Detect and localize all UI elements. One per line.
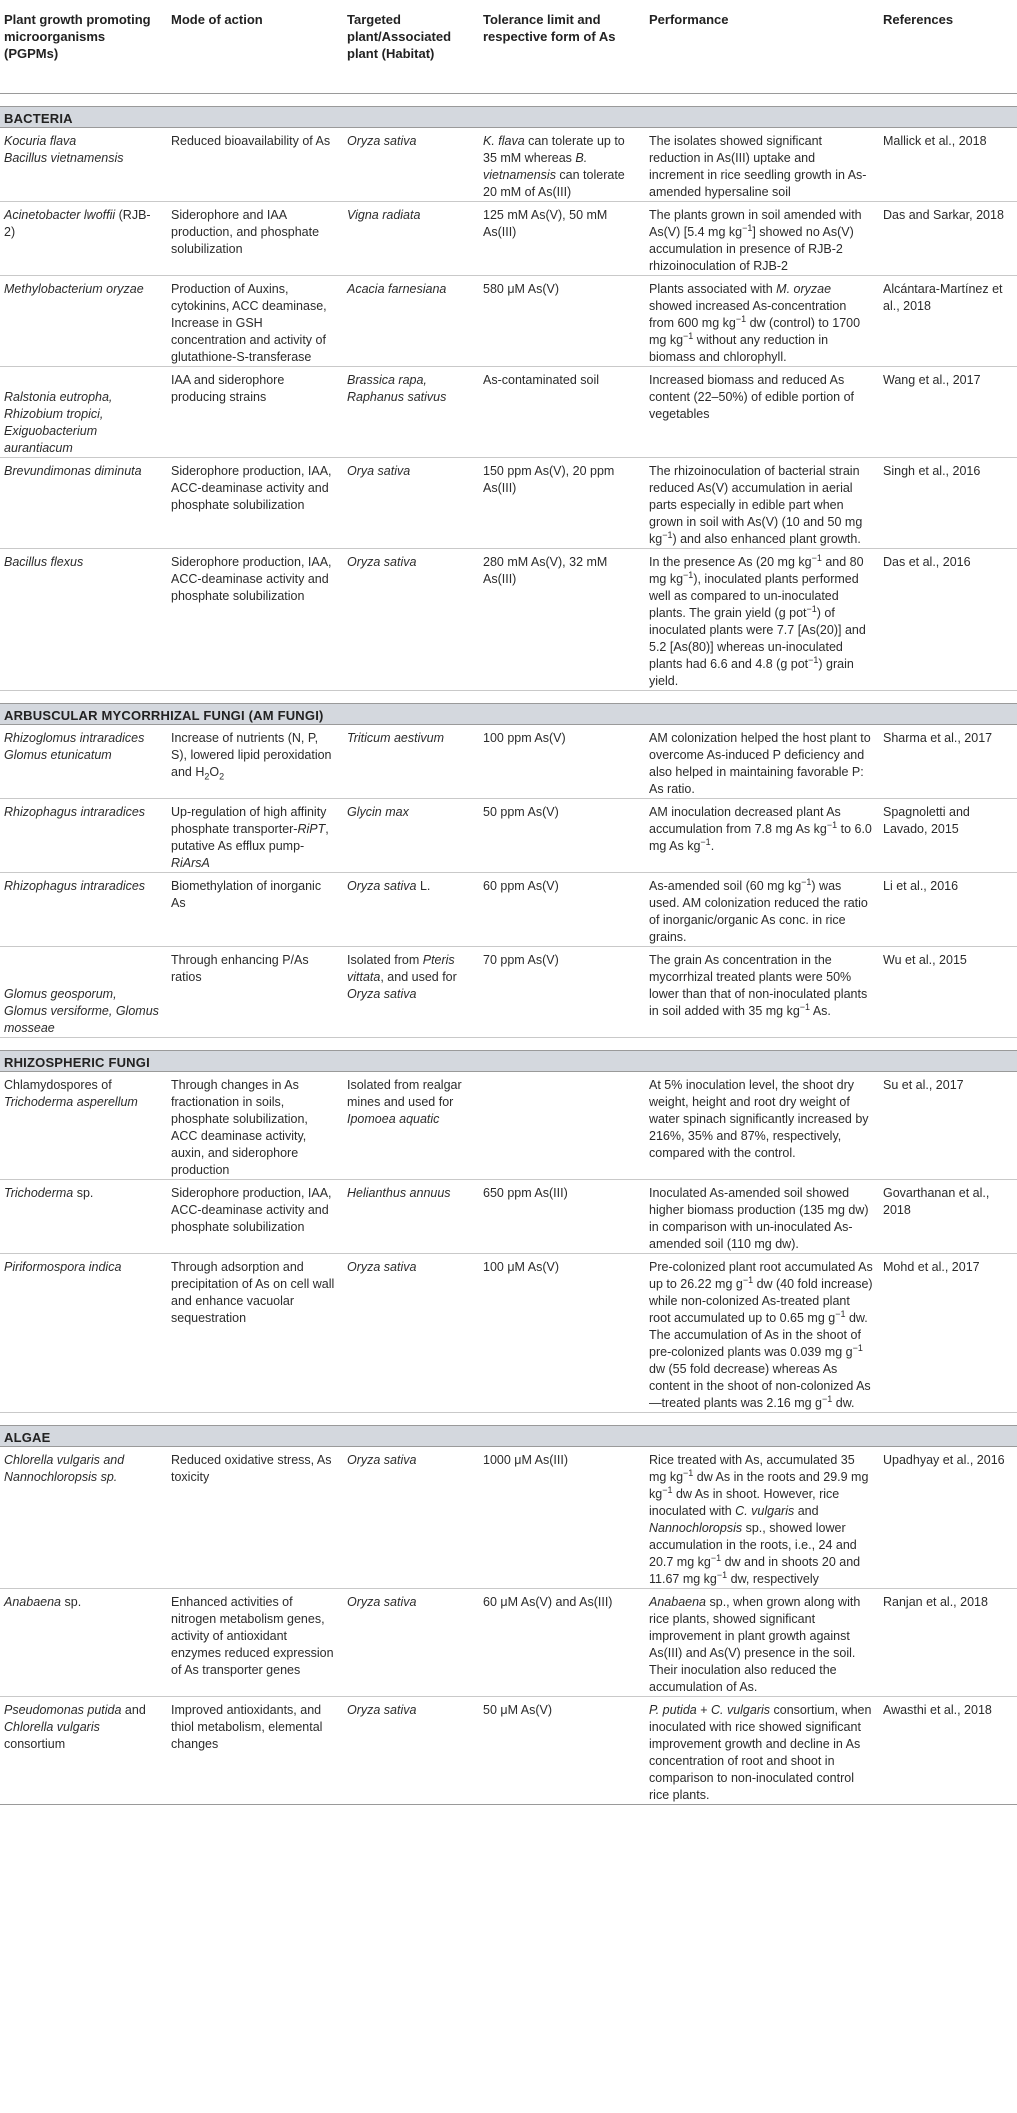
table-header — [0, 0, 1017, 93]
cell-plant: Brassica rapa, Raphanus sativus — [343, 366, 479, 457]
table-row — [0, 798, 1017, 872]
section-header — [0, 703, 1017, 724]
cell-performance: Plants associated with M. oryzae showed increased As-concentration from 600 mg $kg^{-1}$ dw (control) to 1700 mg $kg^{-1}$ without any reduction in biomass and chlorophyll. — [645, 275, 879, 366]
cell-performance: The grain As concentration in the mycorrhizal treated plants were 50% lower than that of non-inoculated plants in soil added with 35 mg $kg^{-1}$ As. — [645, 946, 879, 1037]
cell-performance: Inoculated As-amended soil showed higher biomass production (135 mg dw) in comparison with un-inoculated As-amended soil (110 mg dw). — [645, 1179, 879, 1253]
cell-pgpm: Trichoderma sp. — [0, 1179, 167, 1253]
cell-performance: Rice treated with As, accumulated 35 mg $kg^{-1}$ dw As in the roots and 29.9 mg $kg^{-1}$ dw As in shoot. However, rice inoculated with C. vulgaris and Nannochloropsis sp., showed lower accumulation in the roots, i.e., 24 and 20.7 mg $kg^{-1}$ dw and in shoots 20 and 11.67 mg $kg^{-1}$ dw, respectively — [645, 1446, 879, 1588]
cell-mode: Improved antioxidants, and thiol metabolism, elemental changes — [167, 1696, 343, 1804]
cell-pgpm: Glomus geosporum, Glomus versiforme, Glomus mosseae — [0, 946, 167, 1037]
cell-plant: Glycin max — [343, 798, 479, 872]
cell-references: Singh et al., 2016 — [879, 457, 1017, 548]
header-mode: Mode of action — [167, 0, 343, 93]
cell-tolerance: 50 ppm As(V) — [479, 798, 645, 872]
section-title: ALGAE — [0, 1425, 1017, 1446]
table-row — [0, 1179, 1017, 1253]
cell-mode: Up-regulation of high affinity phosphate transporter-RiPT, putative As efflux pump-RiArsA — [167, 798, 343, 872]
cell-mode: Reduced oxidative stress, As toxicity — [167, 1446, 343, 1588]
table-row — [0, 1446, 1017, 1588]
table-row — [0, 724, 1017, 798]
header-tolerance: Tolerance limit and respective form of As — [479, 0, 645, 93]
cell-pgpm: Methylobacterium oryzae — [0, 275, 167, 366]
cell-mode: Reduced bioavailability of As — [167, 127, 343, 201]
cell-references: Sharma et al., 2017 — [879, 724, 1017, 798]
table-row — [0, 1588, 1017, 1696]
cell-pgpm: Kocuria flava Bacillus vietnamensis — [0, 127, 167, 201]
cell-mode: Through adsorption and precipitation of As on cell wall and enhance vacuolar sequestration — [167, 1253, 343, 1412]
table-row — [0, 1071, 1017, 1179]
cell-references: Alcántara-Martínez et al., 2018 — [879, 275, 1017, 366]
cell-performance: Anabaena sp., when grown along with rice plants, showed significant improvement in plant growth against As(III) and As(V) presence in the soil. Their inoculation also reduced the accumulation of As. — [645, 1588, 879, 1696]
cell-tolerance: 280 mM As(V), 32 mM As(III) — [479, 548, 645, 690]
cell-pgpm: Brevundimonas diminuta — [0, 457, 167, 548]
cell-tolerance: 650 ppm As(III) — [479, 1179, 645, 1253]
cell-tolerance: As-contaminated soil — [479, 366, 645, 457]
section-title: BACTERIA — [0, 106, 1017, 127]
cell-plant: Orya sativa — [343, 457, 479, 548]
cell-mode: Biomethylation of inorganic As — [167, 872, 343, 946]
cell-mode: IAA and siderophore producing strains — [167, 366, 343, 457]
cell-mode: Siderophore production, IAA, ACC-deaminase activity and phosphate solubilization — [167, 1179, 343, 1253]
table-row — [0, 275, 1017, 366]
section-header — [0, 1425, 1017, 1446]
cell-references: Su et al., 2017 — [879, 1071, 1017, 1179]
header-references: References — [879, 0, 1017, 93]
table-row — [0, 872, 1017, 946]
cell-tolerance: 70 ppm As(V) — [479, 946, 645, 1037]
cell-mode: Production of Auxins, cytokinins, ACC deaminase, Increase in GSH concentration and activity of glutathione-S-transferase — [167, 275, 343, 366]
cell-pgpm: Anabaena sp. — [0, 1588, 167, 1696]
cell-performance: At 5% inoculation level, the shoot dry weight, height and root dry weight of water spinach significantly increased by 216%, 35% and 87%, respectively, compared with the control. — [645, 1071, 879, 1179]
cell-references: Awasthi et al., 2018 — [879, 1696, 1017, 1804]
cell-mode: Through changes in As fractionation in soils, phosphate solubilization, ACC deaminase activity, auxin, and siderophore production — [167, 1071, 343, 1179]
cell-pgpm: Pseudomonas putida and Chlorella vulgaris consortium — [0, 1696, 167, 1804]
cell-performance: AM inoculation decreased plant As accumulation from 7.8 mg As $kg^{-1}$ to 6.0 mg As $kg^{-1}$. — [645, 798, 879, 872]
cell-performance: The rhizoinoculation of bacterial strain reduced As(V) accumulation in aerial parts especially in edible part when grown in soil with As(V) (10 and 50 mg $kg^{-1}$) and also enhanced plant growth. — [645, 457, 879, 548]
table-row — [0, 1253, 1017, 1412]
cell-performance: The isolates showed significant reduction in As(III) uptake and increment in rice seedling growth in As-amended hypersaline soil — [645, 127, 879, 201]
cell-plant: Oryza sativa — [343, 1253, 479, 1412]
cell-mode: Siderophore production, IAA, ACC-deaminase activity and phosphate solubilization — [167, 457, 343, 548]
cell-tolerance: 100 μM As(V) — [479, 1253, 645, 1412]
cell-pgpm: Chlamydospores of Trichoderma asperellum — [0, 1071, 167, 1179]
cell-plant: Oryza sativa — [343, 1446, 479, 1588]
cell-references: Ranjan et al., 2018 — [879, 1588, 1017, 1696]
cell-tolerance: 100 ppm As(V) — [479, 724, 645, 798]
cell-references: Spagnoletti and Lavado, 2015 — [879, 798, 1017, 872]
cell-plant: Oryza sativa L. — [343, 872, 479, 946]
cell-plant: Oryza sativa — [343, 1696, 479, 1804]
header-pgpm: Plant growth promoting microorganisms (PGPMs) — [0, 0, 167, 93]
cell-tolerance: 60 μM As(V) and As(III) — [479, 1588, 645, 1696]
cell-mode: Siderophore and IAA production, and phosphate solubilization — [167, 201, 343, 275]
cell-performance: In the presence As (20 mg $kg^{-1}$ and 80 mg $kg^{-1}$), inoculated plants performed well as compared to un-inoculated plants. The grain yield (g pot$^{-1}$) of inoculated plants were 7.7 [As(20)] and 5.2 [As(80)] whereas un-inoculated plants had 6.6 and 4.8 (g pot$^{-1}$) grain yield. — [645, 548, 879, 690]
cell-performance: P. putida + C. vulgaris consortium, when inoculated with rice showed significant improvement growth and decline in As concentration of root and shoot in comparison to non-inoculated control rice plants. — [645, 1696, 879, 1804]
cell-references: Das and Sarkar, 2018 — [879, 201, 1017, 275]
cell-plant: Helianthus annuus — [343, 1179, 479, 1253]
cell-references: Mohd et al., 2017 — [879, 1253, 1017, 1412]
table-row — [0, 548, 1017, 690]
cell-plant: Triticum aestivum — [343, 724, 479, 798]
cell-references: Li et al., 2016 — [879, 872, 1017, 946]
cell-pgpm: Rhizophagus intraradices — [0, 872, 167, 946]
table-body — [0, 93, 1017, 1804]
cell-tolerance: 580 μM As(V) — [479, 275, 645, 366]
section-title: RHIZOSPHERIC FUNGI — [0, 1050, 1017, 1071]
table-row — [0, 366, 1017, 457]
cell-pgpm: Bacillus flexus — [0, 548, 167, 690]
cell-plant: Oryza sativa — [343, 1588, 479, 1696]
cell-mode: Siderophore production, IAA, ACC-deaminase activity and phosphate solubilization — [167, 548, 343, 690]
cell-tolerance: 125 mM As(V), 50 mM As(III) — [479, 201, 645, 275]
cell-plant: Oryza sativa — [343, 548, 479, 690]
cell-performance: Pre-colonized plant root accumulated As up to 26.22 mg $g^{-1}$ dw (40 fold increase) while non-colonized As-treated plant root accumulated up to 0.65 mg $g^{-1}$ dw. The accumulation of As in the shoot of pre-colonized plants was 0.039 mg $g^{-1}$ dw (55 fold decrease) whereas As content in the shoot of non-colonized As—treated plants was 2.16 mg $g^{-1}$ dw. — [645, 1253, 879, 1412]
header-performance: Performance — [645, 0, 879, 93]
cell-references: Das et al., 2016 — [879, 548, 1017, 690]
cell-plant: Acacia farnesiana — [343, 275, 479, 366]
cell-plant: Oryza sativa — [343, 127, 479, 201]
cell-tolerance: 50 μM As(V) — [479, 1696, 645, 1804]
table-row — [0, 946, 1017, 1037]
section-title: ARBUSCULAR MYCORRHIZAL FUNGI (AM FUNGI) — [0, 703, 1017, 724]
table-row — [0, 1696, 1017, 1804]
cell-tolerance — [479, 1071, 645, 1179]
header-plant: Targeted plant/Associated plant (Habitat) — [343, 0, 479, 93]
cell-references: Govarthanan et al., 2018 — [879, 1179, 1017, 1253]
cell-mode: Through enhancing P/As ratios — [167, 946, 343, 1037]
cell-tolerance: K. flava can tolerate up to 35 mM whereas B. vietnamensis can tolerate 20 mM of As(III) — [479, 127, 645, 201]
table-row — [0, 201, 1017, 275]
cell-plant: Isolated from realgar mines and used for Ipomoea aquatic — [343, 1071, 479, 1179]
cell-references: Mallick et al., 2018 — [879, 127, 1017, 201]
cell-performance: The plants grown in soil amended with As(V) [5.4 mg $kg^{-1}$] showed no As(V) accumulation in presence of RJB-2 rhizoinoculation of RJB-2 — [645, 201, 879, 275]
cell-tolerance: 1000 μM As(III) — [479, 1446, 645, 1588]
cell-performance: AM colonization helped the host plant to overcome As-induced P deficiency and also helped in maintaining favorable P: As ratio. — [645, 724, 879, 798]
section-header — [0, 1050, 1017, 1071]
cell-performance: As-amended soil (60 mg $kg^{-1}$) was used. AM colonization reduced the ratio of inorganic/organic As conc. in rice grains. — [645, 872, 879, 946]
cell-pgpm: Acinetobacter lwoffii (RJB-2) — [0, 201, 167, 275]
cell-pgpm: Ralstonia eutropha, Rhizobium tropici, Exiguobacterium aurantiacum — [0, 366, 167, 457]
cell-references: Upadhyay et al., 2016 — [879, 1446, 1017, 1588]
cell-performance: Increased biomass and reduced As content (22–50%) of edible portion of vegetables — [645, 366, 879, 457]
table-row — [0, 127, 1017, 201]
cell-pgpm: Rhizophagus intraradices — [0, 798, 167, 872]
cell-plant: Vigna radiata — [343, 201, 479, 275]
cell-plant: Isolated from Pteris vittata, and used for Oryza sativa — [343, 946, 479, 1037]
cell-tolerance: 60 ppm As(V) — [479, 872, 645, 946]
cell-pgpm: Chlorella vulgaris and Nannochloropsis sp. — [0, 1446, 167, 1588]
cell-mode: Enhanced activities of nitrogen metabolism genes, activity of antioxidant enzymes reduced expression of As transporter genes — [167, 1588, 343, 1696]
cell-references: Wu et al., 2015 — [879, 946, 1017, 1037]
cell-references: Wang et al., 2017 — [879, 366, 1017, 457]
cell-tolerance: 150 ppm As(V), 20 ppm As(III) — [479, 457, 645, 548]
cell-pgpm: Piriformospora indica — [0, 1253, 167, 1412]
cell-mode: Increase of nutrients (N, P, S), lowered lipid peroxidation and $H_2O_2$ — [167, 724, 343, 798]
section-header — [0, 106, 1017, 127]
table-row — [0, 457, 1017, 548]
cell-pgpm: Rhizoglomus intraradices Glomus etunicatum — [0, 724, 167, 798]
